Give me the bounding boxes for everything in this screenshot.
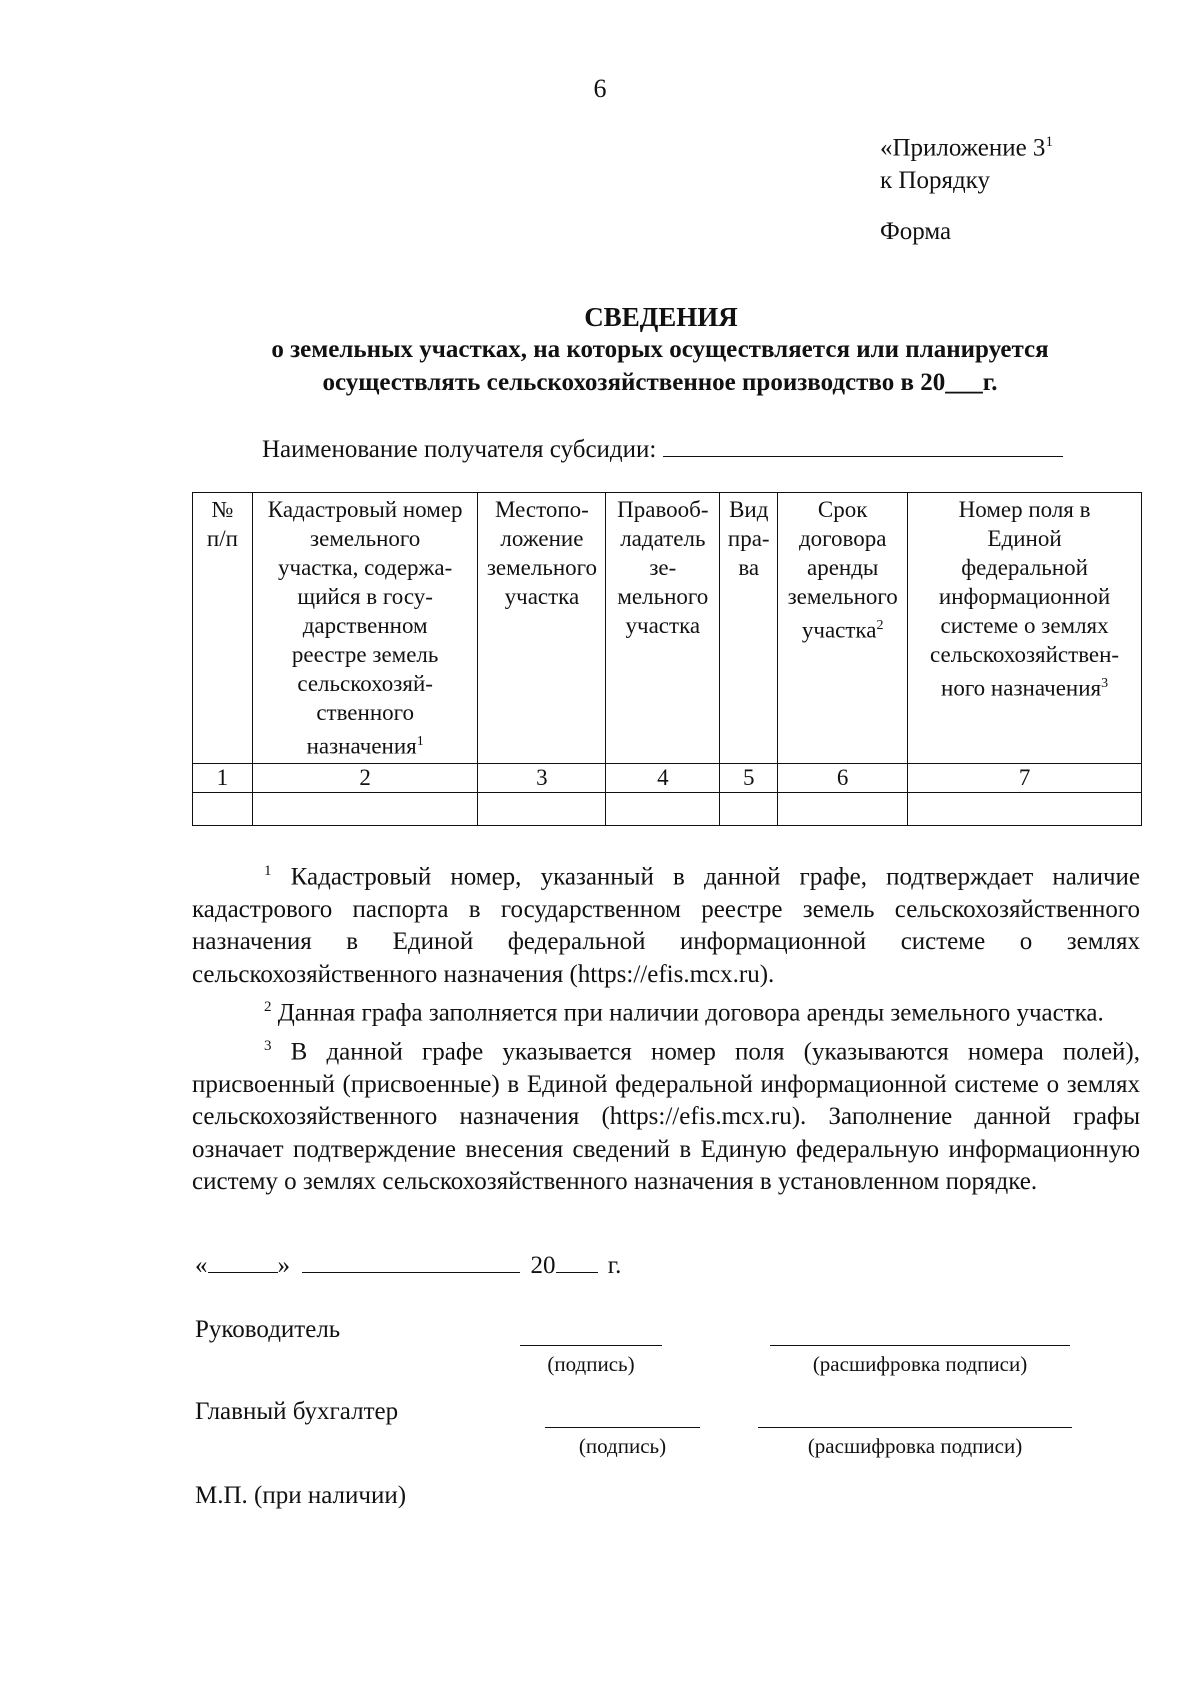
header-text-line: участка, содержа- (278, 555, 453, 580)
head-signature-caption: (подпись) (547, 1352, 635, 1376)
accountant-decoding-caption: (расшифровка подписи) (807, 1434, 1023, 1458)
header-text-line: договора (798, 526, 887, 551)
appendix-line-1: «Приложение 3 (880, 134, 1046, 162)
table-cell[interactable] (606, 792, 720, 825)
column-number: 3 (478, 763, 606, 792)
header-text-line: п/п (206, 526, 238, 551)
recipient-blank-line[interactable] (663, 434, 1063, 457)
header-text-line: № (211, 497, 234, 522)
footnote-text: Кадастровый номер, указанный в данной графе, подтверждает наличие кадастрового паспорта в государственном реестре земель сельскохозяйственного назначения в Единой федеральной информационной системе о землях сельскохозяйственного назначения (https://efis.mcx.ru). (192, 863, 1141, 988)
accountant-signature-caption: (подпись) (578, 1434, 667, 1458)
column-number-row (193, 763, 1142, 792)
header-text-line: ва (738, 555, 760, 580)
header-text: участка (801, 617, 877, 643)
table-header-col-5 (720, 493, 778, 764)
column-number: 2 (252, 763, 478, 792)
header-text-line: ложение (500, 526, 584, 551)
header-text-line: земельного (486, 555, 598, 580)
header-text-line (779, 611, 906, 645)
header-text-line: Единой (987, 526, 1062, 551)
accountant-label: Главный бухгалтер (195, 1398, 399, 1425)
header-text-line (909, 669, 1140, 703)
header-text-line: ладатель (620, 526, 706, 551)
day-blank[interactable] (208, 1250, 278, 1273)
header-text-line: федеральной (961, 555, 1088, 580)
table-cell[interactable] (720, 792, 778, 825)
column-number: 1 (193, 763, 253, 792)
header-text-line: дарственном (302, 613, 428, 638)
footnotes (192, 855, 1140, 1199)
date-line (195, 1250, 621, 1280)
table-header-col-7 (908, 493, 1142, 764)
subtitle-line-1: о земельных участках, на которых осуществляется или планируется (271, 336, 1049, 363)
header-text-line: участка (504, 584, 580, 609)
header-footnote-marker: 1 (416, 734, 424, 749)
month-blank[interactable] (302, 1250, 520, 1273)
form-label: Форма (880, 218, 952, 245)
table-empty-row (193, 792, 1142, 825)
column-number: 7 (908, 763, 1142, 792)
header-footnote-marker: 2 (876, 618, 884, 633)
date-open-quote: « (195, 1252, 208, 1279)
header-text-line: системе о землях (940, 613, 1109, 638)
year-suffix: г. (607, 1252, 622, 1279)
date-close-quote: » (277, 1252, 290, 1279)
table-header-col-3 (478, 493, 606, 764)
footnote-3 (192, 1030, 1140, 1199)
table-cell[interactable] (478, 792, 606, 825)
header-text-line: сельскохозяй- (297, 671, 433, 696)
header-text-line: Кадастровый номер (267, 497, 463, 522)
land-plots-table (192, 492, 1142, 826)
header-text-line: Срок (817, 497, 868, 522)
head-signature-line[interactable] (520, 1344, 662, 1346)
stamp-label: М.П. (при наличии) (195, 1482, 407, 1509)
header-text: ного назначения (941, 675, 1102, 701)
table-header-col-2 (252, 493, 478, 764)
accountant-decoding-line[interactable] (758, 1426, 1072, 1428)
header-text-line: ственного (316, 700, 414, 725)
header-text-line: щийся в госу- (297, 584, 433, 609)
appendix-line-2: к Порядку (880, 167, 990, 195)
document-title: СВЕДЕНИЯ (584, 302, 738, 332)
footnote-text: Данная графа заполняется при наличии договора аренды земельного участка. (277, 999, 1104, 1027)
column-number: 5 (720, 763, 778, 792)
column-number: 4 (606, 763, 720, 792)
table-header-row (193, 493, 1142, 764)
head-decoding-caption: (расшифровка подписи) (812, 1352, 1028, 1376)
table-cell[interactable] (908, 792, 1142, 825)
column-number: 6 (778, 763, 908, 792)
table-header-col-4 (606, 493, 720, 764)
appendix-reference (880, 126, 1053, 197)
header-text-line: Номер поля в (958, 497, 1091, 522)
page-number: 6 (593, 74, 607, 103)
header-text-line: земельного (310, 526, 421, 551)
year-blank[interactable] (556, 1250, 598, 1273)
head-label: Руководитель (195, 1316, 341, 1343)
header-text-line: зе- (649, 555, 677, 580)
table-header-col-1 (193, 493, 253, 764)
header-text-line: реестре земель (291, 642, 439, 667)
subtitle-line-2: осуществлять сельскохозяйственное производство в 20___г. (322, 369, 998, 396)
header-text-line: пра- (727, 526, 770, 551)
header-text-line: информационной (938, 584, 1111, 609)
footnote-marker: 1 (264, 863, 272, 879)
header-text-line: Правооб- (617, 497, 709, 522)
table-cell[interactable] (193, 792, 253, 825)
footnote-text: В данной графе указывается номер поля (указываются номера полей), присвоенный (присвоенные) в Единой федеральной информационной системе о землях сельскохозяйственного назначения (https://efis.mcx.ru). Заполнение данной графы означает подтверждение внесения сведений в Единую федеральную информационную систему о землях сельскохозяйственного назначения в установленном порядке. (192, 1038, 1140, 1196)
recipient-field (262, 434, 1063, 464)
header-text-line: участка (625, 613, 701, 638)
footnote-2 (192, 991, 1140, 1030)
recipient-label: Наименование получателя субсидии: (262, 436, 657, 463)
header-text-line: земельного (787, 584, 898, 609)
header-footnote-marker: 3 (1101, 676, 1109, 691)
table-cell[interactable] (778, 792, 908, 825)
head-decoding-line[interactable] (770, 1344, 1070, 1346)
header-text-line: Вид (729, 497, 769, 522)
header-text-line: Местопо- (494, 497, 589, 522)
header-text: назначения (306, 733, 417, 759)
header-text-line: аренды (806, 555, 879, 580)
document-subtitle (190, 333, 1130, 399)
header-text-line: сельскохозяйствен- (930, 642, 1120, 667)
footnote-1 (192, 855, 1140, 991)
header-text-line: мельного (617, 584, 709, 609)
table-header-col-6 (778, 493, 908, 764)
year-prefix: 20 (530, 1252, 556, 1279)
table-cell[interactable] (252, 792, 478, 825)
accountant-signature-line[interactable] (545, 1426, 700, 1428)
header-text-line (254, 727, 477, 761)
footnote-marker: 3 (264, 1038, 272, 1055)
appendix-superscript: 1 (1045, 134, 1053, 150)
footnote-marker: 2 (264, 999, 272, 1016)
